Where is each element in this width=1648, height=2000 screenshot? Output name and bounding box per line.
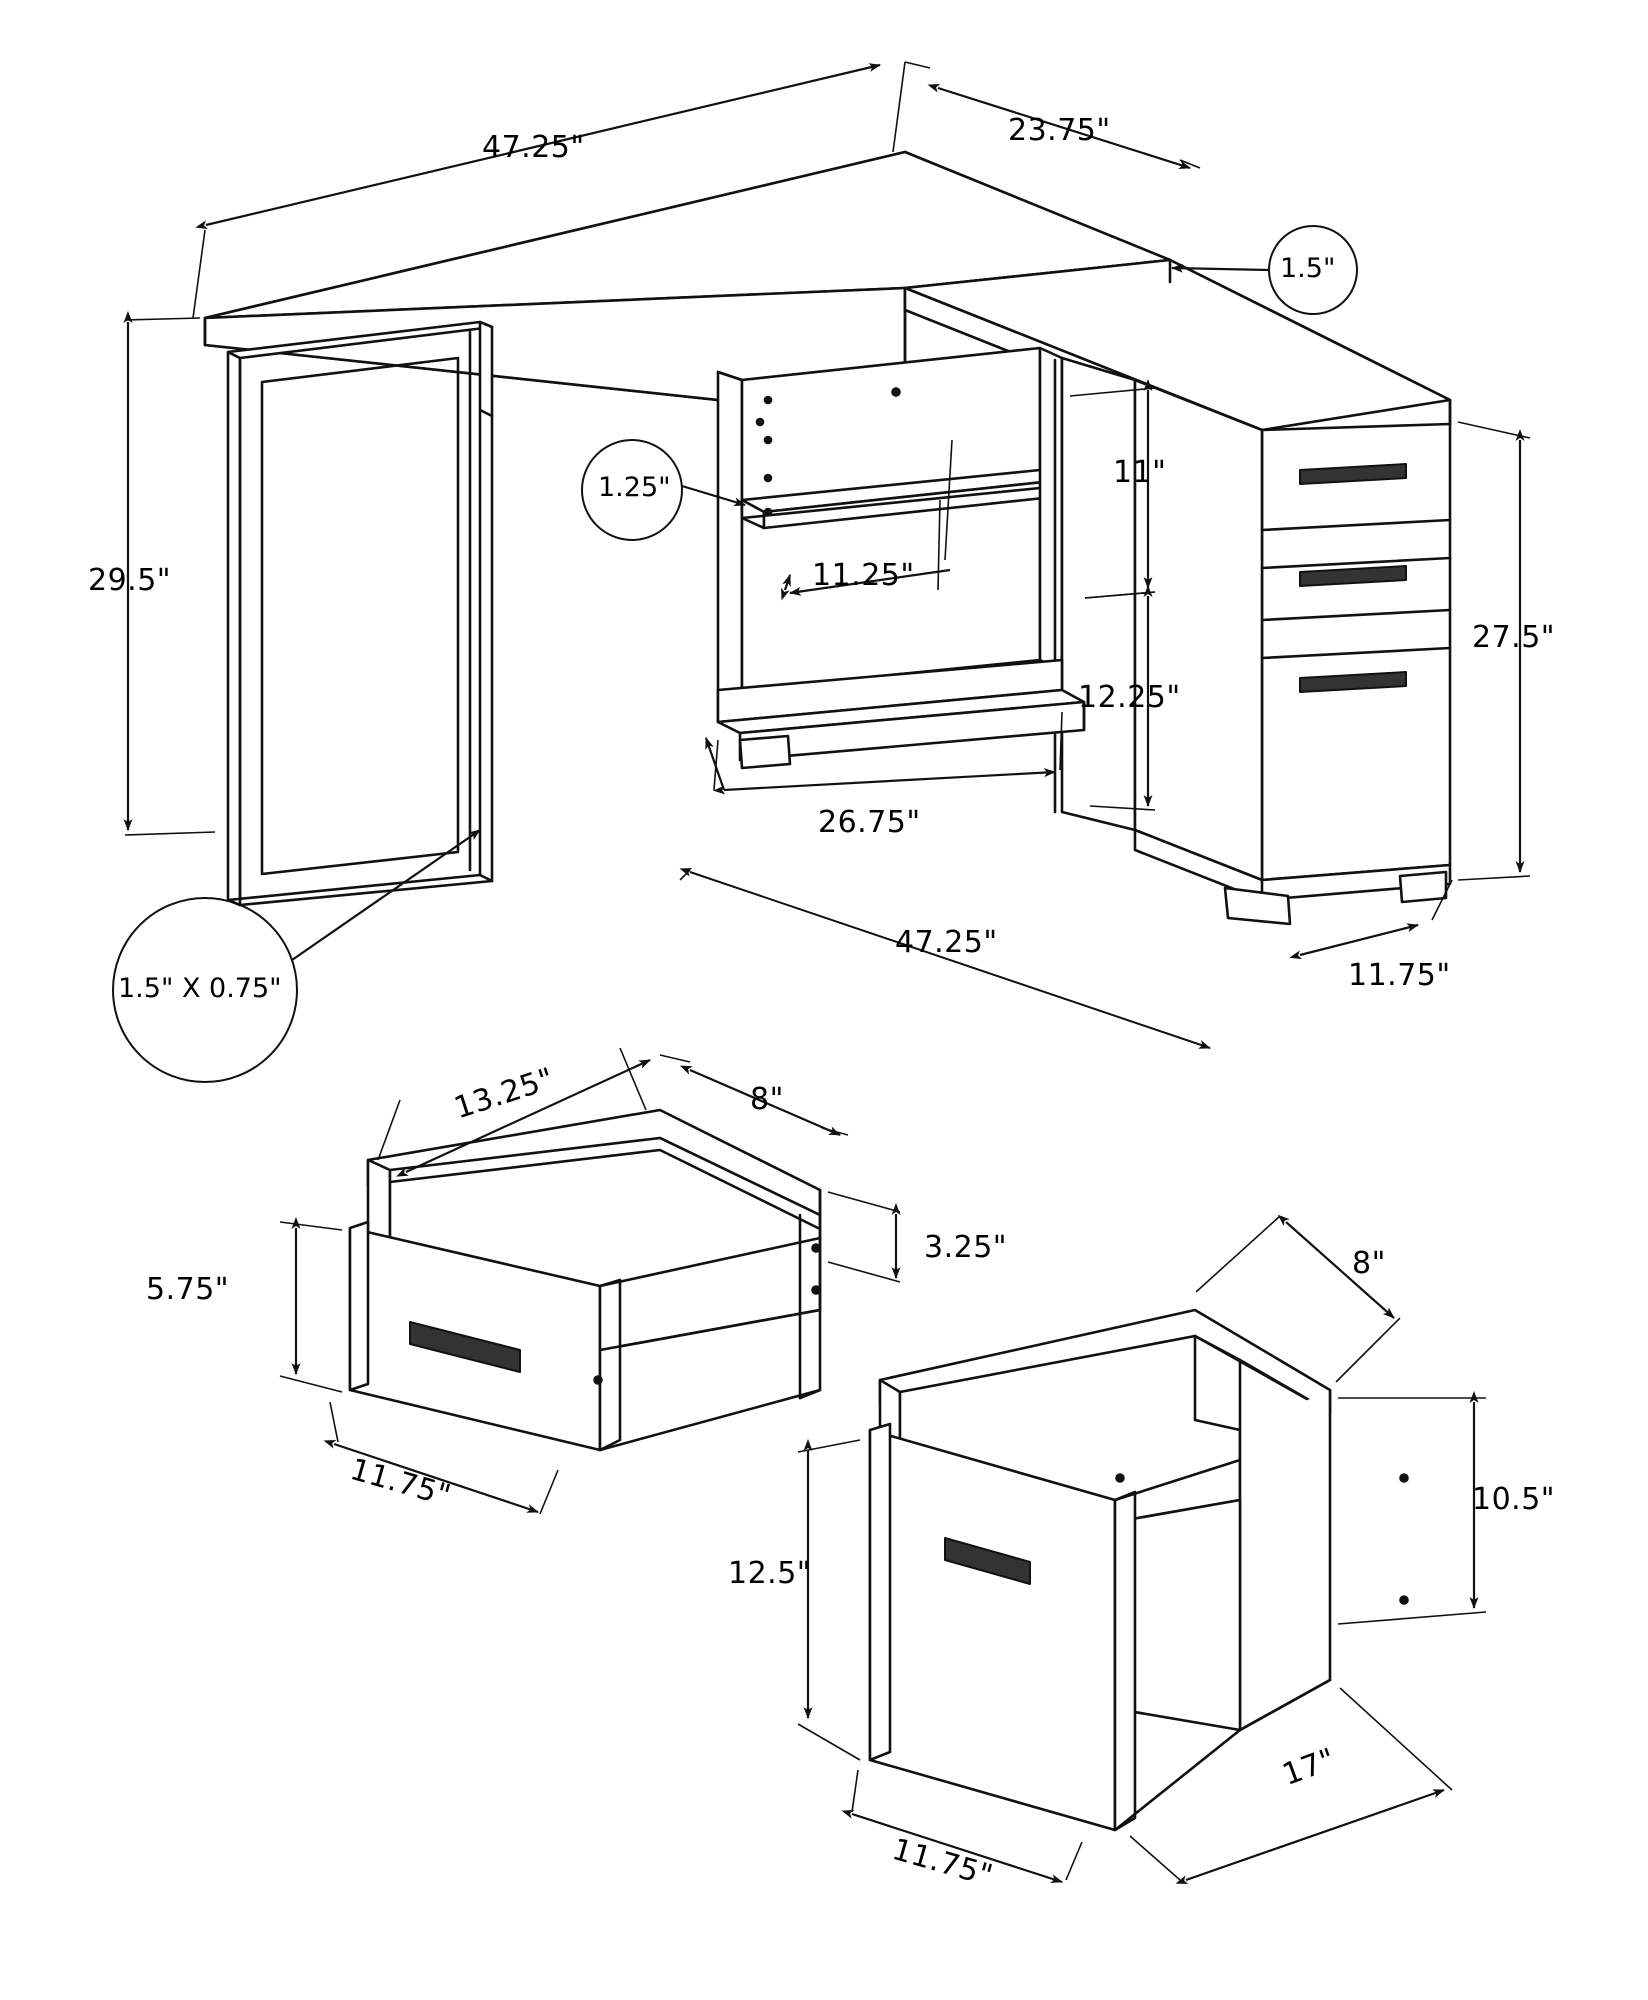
dim-top-thickness: 1.5" (1280, 253, 1336, 284)
dim-small-drawer-depth: 11.75" (346, 1452, 455, 1514)
dim-drawer-bank-upper: 11" (1113, 455, 1167, 490)
dim-file-drawer-depth: 11.75" (888, 1832, 997, 1894)
dim-desk-depth-top: 23.75" (1008, 113, 1111, 148)
dim-file-drawer-face-height: 12.5" (728, 1556, 812, 1591)
dim-desk-width-top: 47.25" (482, 130, 585, 165)
dim-small-drawer-box-height: 3.25" (924, 1230, 1008, 1265)
dim-upper-opening-height: 11.25" (812, 558, 915, 593)
dim-shelf-thickness: 1.25" (598, 472, 671, 503)
dim-base-width: 47.25" (895, 925, 998, 960)
dim-leg-profile: 1.5" X 0.75" (118, 973, 282, 1004)
dim-file-drawer-width: 17" (1278, 1741, 1341, 1793)
dim-shelf-opening-width: 26.75" (818, 805, 921, 840)
dim-small-drawer-width: 13.25" (450, 1061, 559, 1127)
dim-desk-height: 29.5" (88, 563, 172, 598)
small-drawer-geometry (350, 1110, 820, 1450)
dim-small-drawer-face-height: 5.75" (146, 1272, 230, 1307)
dim-pedestal-depth: 11.75" (1348, 958, 1451, 993)
dim-pedestal-height: 27.5" (1472, 620, 1556, 655)
dim-small-drawer-back-height: 8" (750, 1082, 784, 1117)
dim-drawer-bank-lower: 12.25" (1078, 680, 1181, 715)
dim-file-drawer-back-width: 8" (1352, 1246, 1386, 1281)
dim-file-drawer-side-height: 10.5" (1472, 1482, 1556, 1517)
